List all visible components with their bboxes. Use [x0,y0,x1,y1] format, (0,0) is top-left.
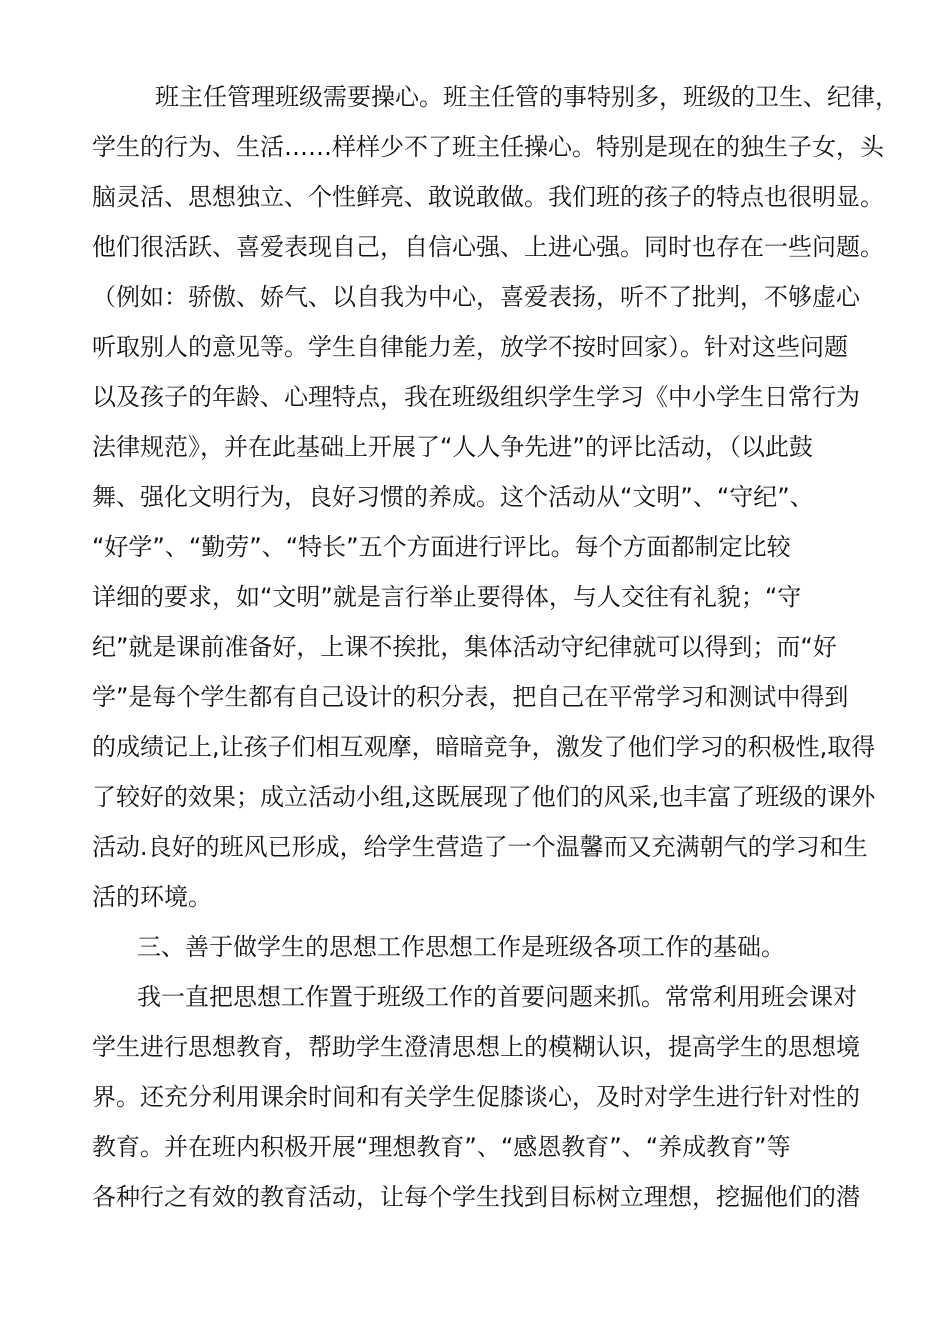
paragraph-line: 学生的行为、生活……样样少不了班主任操心。特别是现在的独生子女，头 [92,133,884,161]
paragraph-line: 他们很活跃、喜爱表现自己，自信心强、上进心强。同时也存在一些问题。 [92,233,884,261]
paragraph-line: 脑灵活、思想独立、个性鲜亮、敢说敢做。我们班的孩子的特点也很明显。 [92,183,884,211]
paragraph-line: “好学”、“勤劳”、“特长”五个方面进行评比。每个方面都制定比较 [92,533,791,561]
paragraph-line: 活的环境。 [92,883,212,911]
paragraph-line: 法律规范》，并在此基础上开展了“人人争先进”的评比活动，（以此鼓 [92,433,813,461]
paragraph-line: 我一直把思想工作置于班级工作的首要问题来抓。常常利用班会课对 [137,983,857,1011]
paragraph-line: 详细的要求，如“文明”就是言行举止要得体，与人交往有礼貌；“守 [92,583,802,611]
paragraph-line: 舞、强化文明行为，良好习惯的养成。这个活动从“文明”、“守纪”、 [92,483,814,511]
paragraph-line: 活动.良好的班风已形成，给学生营造了一个温馨而又充满朝气的学习和生 [92,833,868,861]
paragraph-line: 各种行之有效的教育活动，让每个学生找到目标树立理想，挖掘他们的潜 [92,1183,860,1211]
paragraph-line: 以及孩子的年龄、心理特点，我在班级组织学生学习《中小学生日常行为 [92,383,860,411]
paragraph-line: 的成绩记上,让孩子们相互观摩，暗暗竞争，激发了他们学习的积极性,取得 [92,733,876,761]
paragraph-line: 学”是每个学生都有自己设计的积分表，把自己在平常学习和测试中得到 [92,683,849,711]
paragraph-line: 了较好的效果；成立活动小组,这既展现了他们的风采,也丰富了班级的课外 [92,783,876,811]
paragraph-line: （例如：骄傲、娇气、以自我为中心，喜爱表扬，听不了批判，不够虚心 [92,283,860,311]
paragraph-line: 班主任管理班级需要操心。班主任管的事特别多，班级的卫生、纪律， [155,83,899,111]
paragraph-line: 学生进行思想教育，帮助学生澄清思想上的模糊认识，提高学生的思想境 [92,1033,860,1061]
paragraph-line: 教育。并在班内积极开展“理想教育”、“感恩教育”、“养成教育”等 [92,1133,791,1161]
section-heading: 三、善于做学生的思想工作思想工作是班级各项工作的基础。 [137,933,785,961]
paragraph-line: 纪”就是课前准备好，上课不挨批，集体活动守纪律就可以得到；而“好 [92,633,837,661]
paragraph-line: 听取别人的意见等。学生自律能力差，放学不按时回家）。针对这些问题 [92,333,848,361]
paragraph-line: 界。还充分利用课余时间和有关学生促膝谈心，及时对学生进行针对性的 [92,1083,860,1111]
